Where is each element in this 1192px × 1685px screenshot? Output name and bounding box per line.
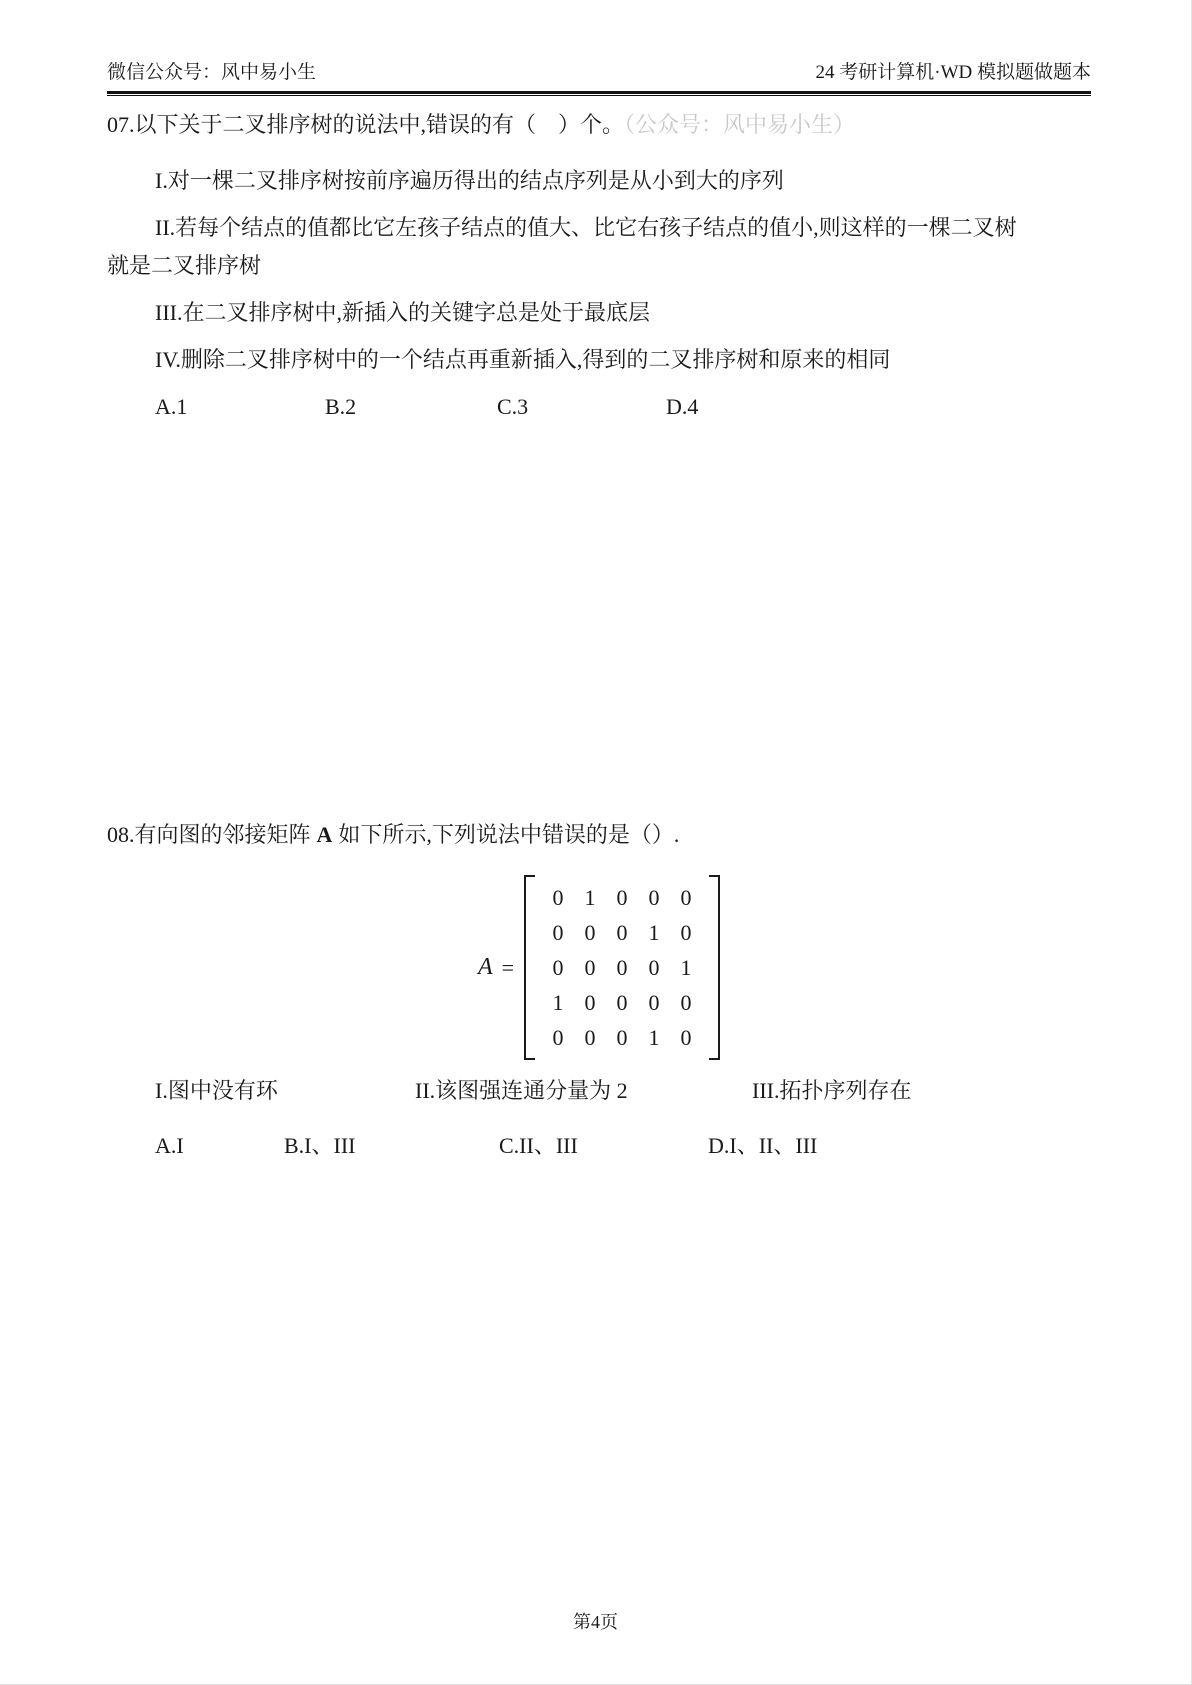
matrix-cell: 0: [584, 989, 596, 1015]
matrix-cell: 0: [680, 1024, 692, 1050]
matrix-cell: 0: [648, 884, 660, 910]
matrix-cell: 1: [584, 884, 596, 910]
statement-item-2: II.该图强连通分量为 2: [415, 1078, 628, 1103]
option-d: D.I、II、III: [708, 1133, 818, 1158]
matrix-left-bracket: [524, 875, 535, 1060]
statement-item-4: IV.删除二叉排序树中的一个结点再重新插入,得到的二叉排序树和原来的相同: [155, 347, 891, 372]
question-08-statements: [107, 1072, 1091, 1110]
question-08-title: [107, 819, 1091, 851]
matrix-cell: 0: [584, 919, 596, 945]
matrix-cell: 0: [552, 919, 564, 945]
matrix-cell: 0: [584, 1024, 596, 1050]
matrix-cell: 0: [552, 954, 564, 980]
matrix-cell: 0: [616, 884, 628, 910]
matrix-cell: 0: [648, 989, 660, 1015]
matrix-cell: 1: [680, 954, 692, 980]
page-number: 第4页: [573, 1612, 618, 1632]
option-d: D.4: [666, 394, 699, 419]
option-a: A.I: [155, 1133, 184, 1158]
option-a: A.1: [155, 394, 188, 419]
matrix-cell: 0: [616, 919, 628, 945]
matrix-cell: 1: [552, 989, 564, 1015]
option-c: C.II、III: [499, 1133, 578, 1158]
question-07-statements: [107, 162, 1091, 379]
header-left-text: 微信公众号：风中易小生: [107, 62, 317, 83]
adjacency-matrix: [524, 875, 720, 1060]
statement-item-3: III.拓扑序列存在: [752, 1078, 912, 1103]
equals-sign: =: [501, 954, 515, 980]
matrix-cell: 0: [648, 954, 660, 980]
question-07-options: [107, 388, 1091, 426]
question-08: [107, 819, 1091, 1165]
page-footer: [0, 1608, 1191, 1634]
question-08-title-before: 08.有向图的邻接矩阵: [107, 822, 311, 847]
question-07-title-text: 07.以下关于二叉排序树的说法中,错误的有（ ）个。: [107, 112, 625, 137]
option-c: C.3: [497, 394, 529, 419]
matrix-cell: 0: [616, 1024, 628, 1050]
adjacency-matrix-grid: [535, 875, 709, 1060]
header-right-text: 24 考研计算机·WD 模拟题做题本: [815, 62, 1091, 83]
matrix-cell: 0: [616, 989, 628, 1015]
question-07-title: [107, 109, 1091, 141]
matrix-cell: 1: [648, 1024, 660, 1050]
matrix-variable: A: [477, 954, 493, 980]
option-b: B.2: [325, 394, 357, 419]
matrix-cell: 1: [648, 919, 660, 945]
header-rule: [107, 91, 1091, 96]
matrix-cell: 0: [680, 919, 692, 945]
matrix-cell: 0: [584, 954, 596, 980]
page-header: [107, 0, 1091, 84]
matrix-cell: 0: [680, 884, 692, 910]
matrix-cell: 0: [616, 954, 628, 980]
question-07-watermark: （公众号：风中易小生）: [624, 112, 856, 137]
option-b: B.I、III: [284, 1133, 356, 1158]
question-08-title-after: 如下所示,下列说法中错误的是（）.: [338, 822, 680, 847]
matrix-cell: 0: [680, 989, 692, 1015]
matrix-cell: 0: [552, 1024, 564, 1050]
statement-item-1: I.图中没有环: [155, 1078, 278, 1103]
matrix-right-bracket: [709, 875, 720, 1060]
statement-item-3: III.在二叉排序树中,新插入的关键字总是处于最底层: [155, 300, 650, 325]
adjacency-matrix-equation: [107, 875, 1091, 1060]
statement-item-2: II.若每个结点的值都比它左孩子结点的值大、比它右孩子结点的值小,则这样的一棵二叉树就是二叉排序树: [107, 215, 1017, 278]
question-07: [107, 109, 1091, 426]
matrix-cell: 0: [552, 884, 564, 910]
question-08-options: [107, 1127, 1091, 1165]
question-08-matrix-symbol: A: [316, 822, 333, 847]
statement-item-1: I.对一棵二叉排序树按前序遍历得出的结点序列是从小到大的序列: [155, 168, 784, 193]
